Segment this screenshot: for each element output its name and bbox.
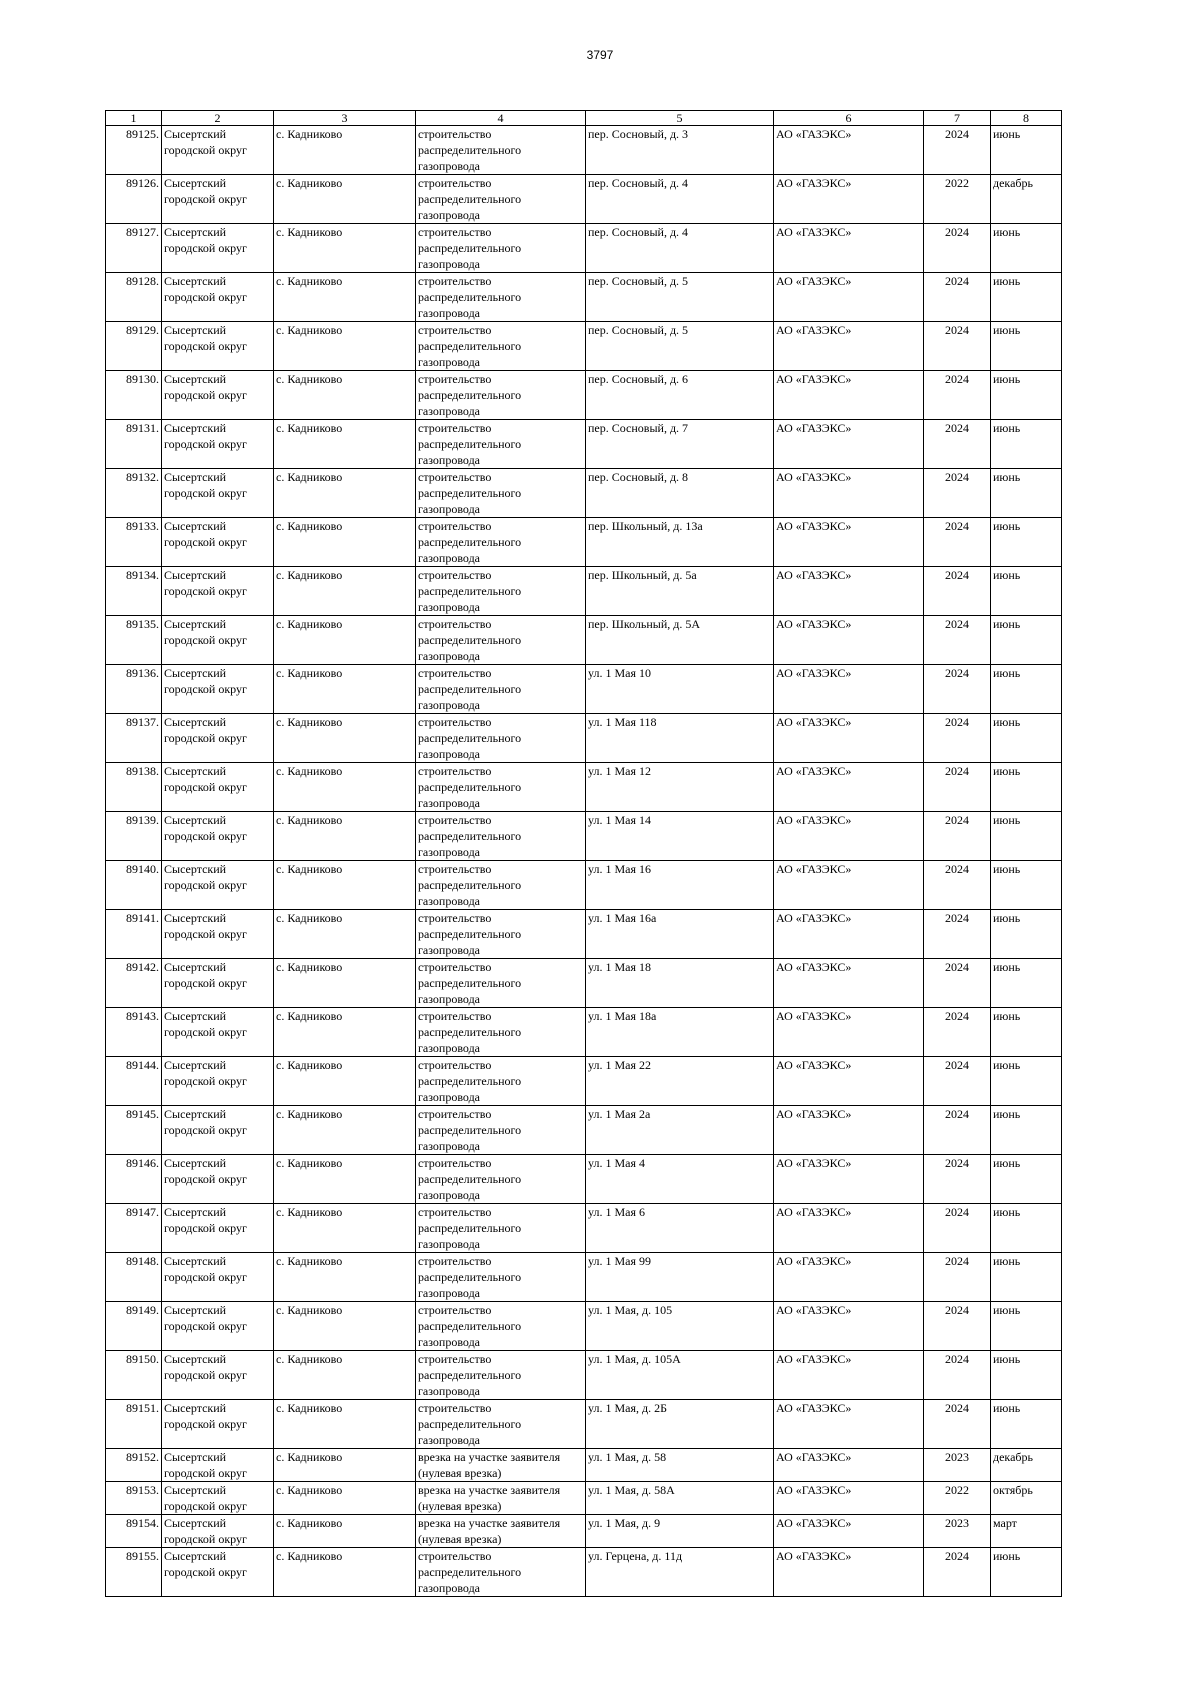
address-cell: ул. 1 Мая 16а bbox=[586, 910, 774, 959]
organization-cell: АО «ГАЗЭКС» bbox=[774, 1204, 924, 1253]
year-cell: 2024 bbox=[924, 518, 991, 567]
column-header: 5 bbox=[586, 111, 774, 126]
district-cell: Сысертский городской округ bbox=[162, 1482, 274, 1515]
table-row bbox=[106, 1302, 1062, 1351]
row-number: 89139. bbox=[106, 812, 162, 861]
year-cell: 2024 bbox=[924, 861, 991, 910]
year-cell: 2024 bbox=[924, 714, 991, 763]
month-cell: март bbox=[991, 1515, 1062, 1548]
row-number: 89140. bbox=[106, 861, 162, 910]
district-cell: Сысертский городской округ bbox=[162, 812, 274, 861]
column-header: 1 bbox=[106, 111, 162, 126]
row-number: 89142. bbox=[106, 959, 162, 1008]
address-cell: ул. 1 Мая 4 bbox=[586, 1155, 774, 1204]
organization-cell: АО «ГАЗЭКС» bbox=[774, 1302, 924, 1351]
row-number: 89147. bbox=[106, 1204, 162, 1253]
address-cell: ул. 1 Мая, д. 2Б bbox=[586, 1400, 774, 1449]
address-cell: ул. 1 Мая, д. 105А bbox=[586, 1351, 774, 1400]
work-type-cell: строительство распределительного газопровода bbox=[416, 322, 586, 371]
settlement-cell: с. Кадниково bbox=[274, 126, 416, 175]
settlement-cell: с. Кадниково bbox=[274, 1548, 416, 1597]
month-cell: декабрь bbox=[991, 1449, 1062, 1482]
row-number: 89137. bbox=[106, 714, 162, 763]
table-row bbox=[106, 1449, 1062, 1482]
address-cell: ул. 1 Мая 99 bbox=[586, 1253, 774, 1302]
settlement-cell: с. Кадниково bbox=[274, 469, 416, 518]
table-body bbox=[106, 126, 1062, 1597]
organization-cell: АО «ГАЗЭКС» bbox=[774, 224, 924, 273]
address-cell: ул. 1 Мая 6 bbox=[586, 1204, 774, 1253]
settlement-cell: с. Кадниково bbox=[274, 714, 416, 763]
settlement-cell: с. Кадниково bbox=[274, 1155, 416, 1204]
row-number: 89141. bbox=[106, 910, 162, 959]
row-number: 89144. bbox=[106, 1057, 162, 1106]
table-row bbox=[106, 1057, 1062, 1106]
work-type-cell: строительство распределительного газопровода bbox=[416, 371, 586, 420]
settlement-cell: с. Кадниково bbox=[274, 1204, 416, 1253]
address-cell: ул. 1 Мая 10 bbox=[586, 665, 774, 714]
address-cell: ул. 1 Мая 14 bbox=[586, 812, 774, 861]
year-cell: 2024 bbox=[924, 665, 991, 714]
settlement-cell: с. Кадниково bbox=[274, 175, 416, 224]
row-number: 89149. bbox=[106, 1302, 162, 1351]
work-type-cell: строительство распределительного газопровода bbox=[416, 175, 586, 224]
page-number: 3797 bbox=[586, 48, 614, 62]
row-number: 89143. bbox=[106, 1008, 162, 1057]
address-cell: ул. 1 Мая 18 bbox=[586, 959, 774, 1008]
settlement-cell: с. Кадниково bbox=[274, 224, 416, 273]
month-cell: июнь bbox=[991, 1302, 1062, 1351]
row-number: 89146. bbox=[106, 1155, 162, 1204]
table-row bbox=[106, 273, 1062, 322]
table-row bbox=[106, 1008, 1062, 1057]
year-cell: 2023 bbox=[924, 1515, 991, 1548]
year-cell: 2024 bbox=[924, 1106, 991, 1155]
row-number: 89155. bbox=[106, 1548, 162, 1597]
month-cell: июнь bbox=[991, 567, 1062, 616]
year-cell: 2024 bbox=[924, 1155, 991, 1204]
year-cell: 2024 bbox=[924, 1057, 991, 1106]
organization-cell: АО «ГАЗЭКС» bbox=[774, 861, 924, 910]
address-cell: пер. Школьный, д. 5а bbox=[586, 567, 774, 616]
month-cell: июнь bbox=[991, 371, 1062, 420]
month-cell: июнь bbox=[991, 1400, 1062, 1449]
table-row bbox=[106, 469, 1062, 518]
year-cell: 2024 bbox=[924, 273, 991, 322]
year-cell: 2024 bbox=[924, 910, 991, 959]
table-row bbox=[106, 1204, 1062, 1253]
table-row bbox=[106, 665, 1062, 714]
organization-cell: АО «ГАЗЭКС» bbox=[774, 616, 924, 665]
settlement-cell: с. Кадниково bbox=[274, 1449, 416, 1482]
row-number: 89148. bbox=[106, 1253, 162, 1302]
district-cell: Сысертский городской округ bbox=[162, 273, 274, 322]
work-type-cell: строительство распределительного газопровода bbox=[416, 1548, 586, 1597]
month-cell: июнь bbox=[991, 910, 1062, 959]
row-number: 89125. bbox=[106, 126, 162, 175]
organization-cell: АО «ГАЗЭКС» bbox=[774, 714, 924, 763]
district-cell: Сысертский городской округ bbox=[162, 567, 274, 616]
district-cell: Сысертский городской округ bbox=[162, 959, 274, 1008]
work-type-cell: строительство распределительного газопровода bbox=[416, 665, 586, 714]
year-cell: 2024 bbox=[924, 616, 991, 665]
year-cell: 2024 bbox=[924, 1548, 991, 1597]
row-number: 89127. bbox=[106, 224, 162, 273]
column-header: 2 bbox=[162, 111, 274, 126]
row-number: 89136. bbox=[106, 665, 162, 714]
year-cell: 2022 bbox=[924, 1482, 991, 1515]
settlement-cell: с. Кадниково bbox=[274, 518, 416, 567]
work-type-cell: строительство распределительного газопровода bbox=[416, 861, 586, 910]
work-type-cell: строительство распределительного газопровода bbox=[416, 959, 586, 1008]
work-type-cell: врезка на участке заявителя (нулевая врезка) bbox=[416, 1482, 586, 1515]
work-type-cell: строительство распределительного газопровода bbox=[416, 1008, 586, 1057]
district-cell: Сысертский городской округ bbox=[162, 224, 274, 273]
organization-cell: АО «ГАЗЭКС» bbox=[774, 175, 924, 224]
address-cell: ул. 1 Мая, д. 105 bbox=[586, 1302, 774, 1351]
table-row bbox=[106, 567, 1062, 616]
organization-cell: АО «ГАЗЭКС» bbox=[774, 126, 924, 175]
work-type-cell: врезка на участке заявителя (нулевая врезка) bbox=[416, 1449, 586, 1482]
district-cell: Сысертский городской округ bbox=[162, 714, 274, 763]
district-cell: Сысертский городской округ bbox=[162, 518, 274, 567]
row-number: 89129. bbox=[106, 322, 162, 371]
district-cell: Сысертский городской округ bbox=[162, 861, 274, 910]
month-cell: июнь bbox=[991, 665, 1062, 714]
organization-cell: АО «ГАЗЭКС» bbox=[774, 273, 924, 322]
month-cell: июнь bbox=[991, 1548, 1062, 1597]
table-row bbox=[106, 1515, 1062, 1548]
column-number-row bbox=[106, 111, 1062, 126]
organization-cell: АО «ГАЗЭКС» bbox=[774, 959, 924, 1008]
year-cell: 2023 bbox=[924, 1449, 991, 1482]
organization-cell: АО «ГАЗЭКС» bbox=[774, 1515, 924, 1548]
month-cell: июнь bbox=[991, 763, 1062, 812]
district-cell: Сысертский городской округ bbox=[162, 1204, 274, 1253]
year-cell: 2024 bbox=[924, 1253, 991, 1302]
work-type-cell: строительство распределительного газопровода bbox=[416, 1253, 586, 1302]
address-cell: ул. 1 Мая 16 bbox=[586, 861, 774, 910]
settlement-cell: с. Кадниково bbox=[274, 420, 416, 469]
settlement-cell: с. Кадниково bbox=[274, 861, 416, 910]
month-cell: июнь bbox=[991, 420, 1062, 469]
settlement-cell: с. Кадниково bbox=[274, 1253, 416, 1302]
work-type-cell: строительство распределительного газопровода bbox=[416, 420, 586, 469]
row-number: 89145. bbox=[106, 1106, 162, 1155]
work-type-cell: строительство распределительного газопровода bbox=[416, 469, 586, 518]
district-cell: Сысертский городской округ bbox=[162, 126, 274, 175]
column-header: 6 bbox=[774, 111, 924, 126]
row-number: 89133. bbox=[106, 518, 162, 567]
table-row bbox=[106, 1253, 1062, 1302]
table-row bbox=[106, 420, 1062, 469]
district-cell: Сысертский городской округ bbox=[162, 1548, 274, 1597]
settlement-cell: с. Кадниково bbox=[274, 763, 416, 812]
year-cell: 2024 bbox=[924, 1302, 991, 1351]
address-cell: пер. Сосновый, д. 7 bbox=[586, 420, 774, 469]
row-number: 89130. bbox=[106, 371, 162, 420]
year-cell: 2024 bbox=[924, 763, 991, 812]
year-cell: 2024 bbox=[924, 1351, 991, 1400]
organization-cell: АО «ГАЗЭКС» bbox=[774, 1449, 924, 1482]
row-number: 89134. bbox=[106, 567, 162, 616]
table-row bbox=[106, 175, 1062, 224]
settlement-cell: с. Кадниково bbox=[274, 812, 416, 861]
settlement-cell: с. Кадниково bbox=[274, 1400, 416, 1449]
district-cell: Сысертский городской округ bbox=[162, 1302, 274, 1351]
table-row bbox=[106, 616, 1062, 665]
address-cell: пер. Сосновый, д. 5 bbox=[586, 273, 774, 322]
month-cell: июнь bbox=[991, 959, 1062, 1008]
address-cell: ул. 1 Мая 2а bbox=[586, 1106, 774, 1155]
district-cell: Сысертский городской округ bbox=[162, 1351, 274, 1400]
organization-cell: АО «ГАЗЭКС» bbox=[774, 1106, 924, 1155]
organization-cell: АО «ГАЗЭКС» bbox=[774, 371, 924, 420]
district-cell: Сысертский городской округ bbox=[162, 469, 274, 518]
work-type-cell: строительство распределительного газопровода bbox=[416, 1057, 586, 1106]
settlement-cell: с. Кадниково bbox=[274, 1302, 416, 1351]
year-cell: 2022 bbox=[924, 175, 991, 224]
address-cell: ул. Герцена, д. 11д bbox=[586, 1548, 774, 1597]
row-number: 89132. bbox=[106, 469, 162, 518]
organization-cell: АО «ГАЗЭКС» bbox=[774, 420, 924, 469]
row-number: 89128. bbox=[106, 273, 162, 322]
table-row bbox=[106, 1400, 1062, 1449]
column-header: 8 bbox=[991, 111, 1062, 126]
month-cell: июнь bbox=[991, 812, 1062, 861]
work-type-cell: строительство распределительного газопровода bbox=[416, 714, 586, 763]
district-cell: Сысертский городской округ bbox=[162, 322, 274, 371]
row-number: 89135. bbox=[106, 616, 162, 665]
table-row bbox=[106, 1106, 1062, 1155]
address-cell: ул. 1 Мая 12 bbox=[586, 763, 774, 812]
address-cell: ул. 1 Мая, д. 58 bbox=[586, 1449, 774, 1482]
work-type-cell: строительство распределительного газопровода bbox=[416, 224, 586, 273]
district-cell: Сысертский городской округ bbox=[162, 1155, 274, 1204]
settlement-cell: с. Кадниково bbox=[274, 616, 416, 665]
address-cell: пер. Сосновый, д. 3 bbox=[586, 126, 774, 175]
organization-cell: АО «ГАЗЭКС» bbox=[774, 763, 924, 812]
district-cell: Сысертский городской округ bbox=[162, 1057, 274, 1106]
settlement-cell: с. Кадниково bbox=[274, 1482, 416, 1515]
organization-cell: АО «ГАЗЭКС» bbox=[774, 1400, 924, 1449]
address-cell: ул. 1 Мая, д. 58А bbox=[586, 1482, 774, 1515]
work-type-cell: строительство распределительного газопровода bbox=[416, 1400, 586, 1449]
month-cell: июнь bbox=[991, 322, 1062, 371]
work-type-cell: строительство распределительного газопровода bbox=[416, 126, 586, 175]
table-row bbox=[106, 322, 1062, 371]
year-cell: 2024 bbox=[924, 469, 991, 518]
work-type-cell: строительство распределительного газопровода bbox=[416, 1155, 586, 1204]
work-type-cell: строительство распределительного газопровода bbox=[416, 910, 586, 959]
row-number: 89151. bbox=[106, 1400, 162, 1449]
district-cell: Сысертский городской округ bbox=[162, 665, 274, 714]
settlement-cell: с. Кадниково bbox=[274, 371, 416, 420]
month-cell: июнь bbox=[991, 616, 1062, 665]
organization-cell: АО «ГАЗЭКС» bbox=[774, 665, 924, 714]
year-cell: 2024 bbox=[924, 1400, 991, 1449]
work-type-cell: строительство распределительного газопровода bbox=[416, 1351, 586, 1400]
year-cell: 2024 bbox=[924, 1008, 991, 1057]
table-row bbox=[106, 812, 1062, 861]
year-cell: 2024 bbox=[924, 126, 991, 175]
month-cell: июнь bbox=[991, 1204, 1062, 1253]
work-type-cell: строительство распределительного газопровода bbox=[416, 273, 586, 322]
year-cell: 2024 bbox=[924, 567, 991, 616]
table-row bbox=[106, 1482, 1062, 1515]
organization-cell: АО «ГАЗЭКС» bbox=[774, 1057, 924, 1106]
organization-cell: АО «ГАЗЭКС» bbox=[774, 1351, 924, 1400]
table-row bbox=[106, 126, 1062, 175]
month-cell: июнь bbox=[991, 518, 1062, 567]
settlement-cell: с. Кадниково bbox=[274, 1008, 416, 1057]
work-type-cell: врезка на участке заявителя (нулевая врезка) bbox=[416, 1515, 586, 1548]
address-cell: пер. Школьный, д. 13а bbox=[586, 518, 774, 567]
address-cell: пер. Школьный, д. 5А bbox=[586, 616, 774, 665]
address-cell: пер. Сосновый, д. 5 bbox=[586, 322, 774, 371]
year-cell: 2024 bbox=[924, 371, 991, 420]
table-row bbox=[106, 1351, 1062, 1400]
work-type-cell: строительство распределительного газопровода bbox=[416, 518, 586, 567]
organization-cell: АО «ГАЗЭКС» bbox=[774, 469, 924, 518]
work-type-cell: строительство распределительного газопровода bbox=[416, 812, 586, 861]
settlement-cell: с. Кадниково bbox=[274, 959, 416, 1008]
table-row bbox=[106, 714, 1062, 763]
district-cell: Сысертский городской округ bbox=[162, 1008, 274, 1057]
district-cell: Сысертский городской округ bbox=[162, 371, 274, 420]
address-cell: пер. Сосновый, д. 8 bbox=[586, 469, 774, 518]
organization-cell: АО «ГАЗЭКС» bbox=[774, 812, 924, 861]
work-type-cell: строительство распределительного газопровода bbox=[416, 567, 586, 616]
settlement-cell: с. Кадниково bbox=[274, 1057, 416, 1106]
work-type-cell: строительство распределительного газопровода bbox=[416, 616, 586, 665]
work-type-cell: строительство распределительного газопровода bbox=[416, 763, 586, 812]
table-row bbox=[106, 518, 1062, 567]
settlement-cell: с. Кадниково bbox=[274, 1106, 416, 1155]
month-cell: июнь bbox=[991, 1155, 1062, 1204]
address-cell: ул. 1 Мая 118 bbox=[586, 714, 774, 763]
year-cell: 2024 bbox=[924, 322, 991, 371]
month-cell: июнь bbox=[991, 1253, 1062, 1302]
district-cell: Сысертский городской округ bbox=[162, 1253, 274, 1302]
table-row bbox=[106, 1548, 1062, 1597]
month-cell: июнь bbox=[991, 1057, 1062, 1106]
month-cell: июнь bbox=[991, 224, 1062, 273]
address-cell: пер. Сосновый, д. 4 bbox=[586, 175, 774, 224]
address-cell: пер. Сосновый, д. 6 bbox=[586, 371, 774, 420]
organization-cell: АО «ГАЗЭКС» bbox=[774, 1253, 924, 1302]
table-row bbox=[106, 763, 1062, 812]
organization-cell: АО «ГАЗЭКС» bbox=[774, 910, 924, 959]
column-header: 3 bbox=[274, 111, 416, 126]
row-number: 89153. bbox=[106, 1482, 162, 1515]
month-cell: июнь bbox=[991, 714, 1062, 763]
settlement-cell: с. Кадниково bbox=[274, 1351, 416, 1400]
year-cell: 2024 bbox=[924, 959, 991, 1008]
year-cell: 2024 bbox=[924, 420, 991, 469]
row-number: 89138. bbox=[106, 763, 162, 812]
table-row bbox=[106, 371, 1062, 420]
column-header: 7 bbox=[924, 111, 991, 126]
year-cell: 2024 bbox=[924, 224, 991, 273]
month-cell: июнь bbox=[991, 469, 1062, 518]
row-number: 89152. bbox=[106, 1449, 162, 1482]
organization-cell: АО «ГАЗЭКС» bbox=[774, 1482, 924, 1515]
month-cell: июнь bbox=[991, 861, 1062, 910]
month-cell: октябрь bbox=[991, 1482, 1062, 1515]
year-cell: 2024 bbox=[924, 812, 991, 861]
month-cell: июнь bbox=[991, 1008, 1062, 1057]
organization-cell: АО «ГАЗЭКС» bbox=[774, 518, 924, 567]
settlement-cell: с. Кадниково bbox=[274, 273, 416, 322]
organization-cell: АО «ГАЗЭКС» bbox=[774, 567, 924, 616]
settlement-cell: с. Кадниково bbox=[274, 322, 416, 371]
row-number: 89154. bbox=[106, 1515, 162, 1548]
year-cell: 2024 bbox=[924, 1204, 991, 1253]
settlement-cell: с. Кадниково bbox=[274, 1515, 416, 1548]
row-number: 89126. bbox=[106, 175, 162, 224]
work-type-cell: строительство распределительного газопровода bbox=[416, 1302, 586, 1351]
district-cell: Сысертский городской округ bbox=[162, 1515, 274, 1548]
row-number: 89131. bbox=[106, 420, 162, 469]
district-cell: Сысертский городской округ bbox=[162, 1400, 274, 1449]
work-type-cell: строительство распределительного газопровода bbox=[416, 1204, 586, 1253]
district-cell: Сысертский городской округ bbox=[162, 175, 274, 224]
settlement-cell: с. Кадниково bbox=[274, 665, 416, 714]
row-number: 89150. bbox=[106, 1351, 162, 1400]
organization-cell: АО «ГАЗЭКС» bbox=[774, 1008, 924, 1057]
table-row bbox=[106, 861, 1062, 910]
month-cell: июнь bbox=[991, 1351, 1062, 1400]
district-cell: Сысертский городской округ bbox=[162, 1449, 274, 1482]
address-cell: ул. 1 Мая, д. 9 bbox=[586, 1515, 774, 1548]
address-cell: ул. 1 Мая 18а bbox=[586, 1008, 774, 1057]
organization-cell: АО «ГАЗЭКС» bbox=[774, 1548, 924, 1597]
month-cell: декабрь bbox=[991, 175, 1062, 224]
month-cell: июнь bbox=[991, 126, 1062, 175]
column-header: 4 bbox=[416, 111, 586, 126]
registry-table bbox=[105, 110, 1062, 1597]
address-cell: ул. 1 Мая 22 bbox=[586, 1057, 774, 1106]
district-cell: Сысертский городской округ bbox=[162, 616, 274, 665]
month-cell: июнь bbox=[991, 1106, 1062, 1155]
table-row bbox=[106, 959, 1062, 1008]
district-cell: Сысертский городской округ bbox=[162, 763, 274, 812]
district-cell: Сысертский городской округ bbox=[162, 420, 274, 469]
settlement-cell: с. Кадниково bbox=[274, 910, 416, 959]
work-type-cell: строительство распределительного газопровода bbox=[416, 1106, 586, 1155]
table-row bbox=[106, 1155, 1062, 1204]
settlement-cell: с. Кадниково bbox=[274, 567, 416, 616]
organization-cell: АО «ГАЗЭКС» bbox=[774, 322, 924, 371]
month-cell: июнь bbox=[991, 273, 1062, 322]
table-row bbox=[106, 910, 1062, 959]
table-row bbox=[106, 224, 1062, 273]
organization-cell: АО «ГАЗЭКС» bbox=[774, 1155, 924, 1204]
address-cell: пер. Сосновый, д. 4 bbox=[586, 224, 774, 273]
district-cell: Сысертский городской округ bbox=[162, 910, 274, 959]
district-cell: Сысертский городской округ bbox=[162, 1106, 274, 1155]
